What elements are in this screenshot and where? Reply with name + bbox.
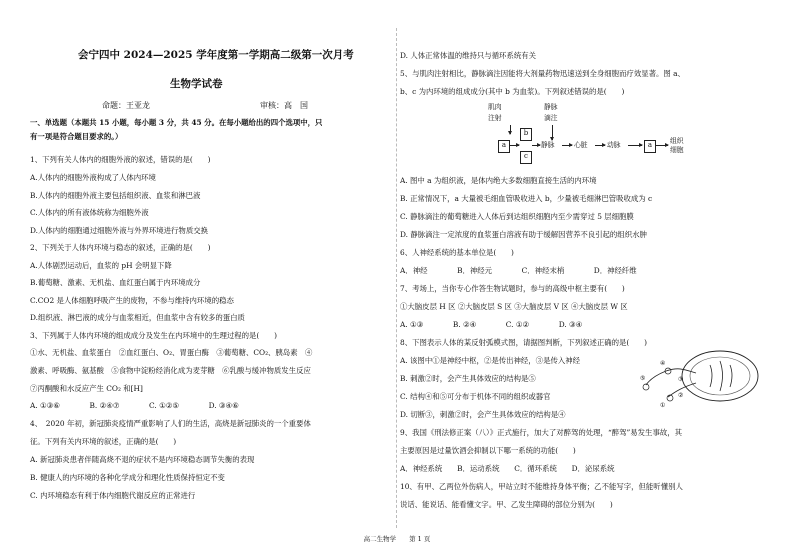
reflex-arc-diagram bbox=[638, 347, 768, 409]
q8-option-a: A. 该图中①是神经中枢，②是传出神经，③是传入神经 bbox=[400, 356, 581, 365]
q9-line-1: 9、我国《刑法修正案（八）》正式施行，加大了对醉驾的处理，“醉驾”易发生事故，其 bbox=[400, 428, 683, 437]
page-footer: 高二生物学 第 1 页 bbox=[363, 535, 431, 543]
svg-text:③: ③ bbox=[678, 376, 684, 383]
vein-to-heart-arrow bbox=[562, 145, 572, 146]
q1-option-b: B.人体内的细胞外液主要包括组织液、血浆和淋巴液 bbox=[30, 191, 201, 200]
a-to-cell-arrow bbox=[656, 145, 668, 146]
q5-option-b: B. 正常情况下，a 大量被毛细血管吸收进入 b，少量被毛细淋巴管吸收成为 c bbox=[400, 194, 653, 203]
exam-title: 会宁四中 2024—2025 学年度第一学期高二级第一次月考 bbox=[78, 49, 354, 61]
q10-line-1: 10、有甲、乙两位外伤病人，甲站立时不能维持身体平衡；乙不能写字，但能听懂别人 bbox=[400, 482, 683, 491]
box-c: c bbox=[520, 151, 532, 164]
q4-option-b: B. 健康人的内环境的各种化学成分和理化性质保持恒定不变 bbox=[30, 473, 225, 482]
q7-stem: 7、考场上，当你专心作答生物试题时，参与的高级中枢主要有( ) bbox=[400, 284, 625, 293]
q2-option-a: A.人体剧烈运动后，血浆的 pH 会明显下降 bbox=[30, 261, 172, 270]
a-to-b-arrow bbox=[510, 145, 519, 146]
q9-line-2: 主要原因是过量饮酒会抑制以下哪一系统的功能( ) bbox=[400, 446, 576, 455]
q10-line-2: 说话、能说话、能看懂文字。甲、乙发生障碍的部位分别为( ) bbox=[400, 500, 613, 509]
q5-line-1: 5、与肌肉注射相比，静脉滴注因能将大剂量药物迅速送到全身细胞而疗效显著。图 a、 bbox=[400, 69, 685, 78]
iv-arrow bbox=[552, 125, 553, 140]
heart-to-artery-arrow bbox=[595, 145, 605, 146]
q2-option-c: C.CO2 是人体细胞呼吸产生的废物，不参与维持内环境的稳态 bbox=[30, 296, 234, 305]
q7-options: A. ①③ B. ②④ C. ①② D. ③④ bbox=[400, 320, 583, 329]
q3-line-3: ⑦丙酮酸和水反应产生 CO₂ 和[H] bbox=[30, 384, 143, 393]
section-heading-2: 有一项是符合题目要求的。） bbox=[30, 132, 123, 141]
artery-to-a-arrow bbox=[628, 145, 642, 146]
artery-label: 动脉 bbox=[607, 141, 621, 149]
q5-option-c: C. 静脉滴注的葡萄糖进入人体后到达组织细胞内至少需穿过 5 层细胞膜 bbox=[400, 212, 634, 221]
q4-option-a: A. 新冠肺炎患者伴随高烧不退的症状不是内环境稳态调节失衡的表现 bbox=[30, 455, 255, 464]
q3-options: A. ①③⑥ B. ②④⑦ C. ①②⑤ D. ③④⑥ bbox=[30, 401, 239, 410]
heart-label: 心脏 bbox=[574, 141, 588, 149]
q6-stem: 6、人神经系统的基本单位是( ) bbox=[400, 248, 514, 257]
injection-flow-diagram bbox=[478, 100, 698, 170]
im-injection-label: 肌肉 注射 bbox=[488, 103, 502, 122]
q1-option-d: D.人体内的细胞通过细胞外液与外界环境进行物质交换 bbox=[30, 226, 208, 235]
column-divider bbox=[396, 28, 397, 528]
q4-option-c: C. 内环境稳态有利于体内细胞代谢反应的正常进行 bbox=[30, 491, 196, 500]
vein-label: 静脉 bbox=[541, 141, 555, 149]
q8-stem: 8、下图表示人体的某反射弧模式图，请据图判断，下列叙述正确的是( ) bbox=[400, 338, 647, 347]
q6-options: A．神经 B．神经元 C．神经末梢 D．神经纤维 bbox=[400, 266, 637, 275]
svg-text:①: ① bbox=[660, 402, 666, 409]
svg-text:②: ② bbox=[678, 392, 684, 399]
b-to-vein-arrow bbox=[532, 145, 540, 146]
q9-options: A．神经系统 B．运动系统 C．循环系统 D．泌尿系统 bbox=[400, 464, 615, 473]
exam-subtitle: 生物学试卷 bbox=[170, 78, 223, 90]
q2-option-b: B.葡萄糖、激素、无机盐、血红蛋白属于内环境成分 bbox=[30, 278, 201, 287]
svg-text:④: ④ bbox=[660, 360, 666, 367]
q8-option-b: B. 刺激②时，会产生具体效应的结构是⑤ bbox=[400, 374, 536, 383]
q5-option-a: A. 图中 a 为组织液，是体内绝大多数细胞直接生活的内环境 bbox=[400, 176, 597, 185]
q4-line-2: 征。下列有关内环境的叙述，正确的是( ) bbox=[30, 437, 177, 446]
box-a-left: a bbox=[498, 140, 510, 153]
reviewer: 审核：高 国 bbox=[260, 101, 308, 110]
q2-option-d: D.组织液、淋巴液的成分与血浆相近，但血浆中含有较多的蛋白质 bbox=[30, 313, 245, 322]
q4-option-d: D. 人体正常体温的维持只与循环系统有关 bbox=[400, 51, 537, 60]
im-arrow bbox=[510, 125, 511, 134]
iv-drip-label: 静脉 滴注 bbox=[544, 103, 558, 122]
q1-option-a: A.人体内的细胞外液构成了人体内环境 bbox=[30, 173, 156, 182]
svg-text:⑤: ⑤ bbox=[640, 375, 646, 382]
q5-line-2: b、c 为内环境的组成成分(其中 b 为血浆)。下列叙述错误的是( ) bbox=[400, 87, 625, 96]
q8-option-d: D. 切断③，刺激②时，会产生具体效应的结构是④ bbox=[400, 410, 566, 419]
q3-line-1: ①水、无机盐、血浆蛋白 ②血红蛋白、O₂、胃蛋白酶 ③葡萄糖、CO₂、胰岛素 ④ bbox=[30, 348, 313, 357]
section-heading-1: 一、单选题（本题共 15 小题，每小题 3 分，共 45 分。在每小题给出的四个选项中，只 bbox=[30, 118, 323, 127]
author: 命题：王亚龙 bbox=[102, 101, 150, 110]
tissue-cell-label: 组织 细胞 bbox=[670, 137, 684, 154]
box-a-right: a bbox=[644, 140, 656, 153]
q3-stem: 3、下列属于人体内环境的组成成分及发生在内环境中的生理过程的是( ) bbox=[30, 331, 277, 340]
q4-line-1: 4、 2020 年初，新冠肺炎疫情严重影响了人们的生活，高烧是新冠肺炎的一个重要体 bbox=[30, 419, 311, 428]
box-b: b bbox=[520, 128, 532, 141]
q5-option-d: D. 静脉滴注一定浓度的血浆蛋白溶液有助于缓解因营养不良引起的组织水肿 bbox=[400, 230, 647, 239]
q2-stem: 2、下列关于人体内环境与稳态的叙述，正确的是( ) bbox=[30, 243, 211, 252]
q3-line-2: 激素、呼吸酶、氨基酸 ⑤食物中淀粉经消化成为麦芽糖 ⑥乳酸与缓冲物质发生反应 bbox=[30, 366, 311, 375]
q8-option-c: C. 结构④和⑤可分布于机体不同的组织或器官 bbox=[400, 392, 551, 401]
q7-line-2: ①大脑皮层 H 区 ②大脑皮层 S 区 ③大脑皮层 V 区 ④大脑皮层 W 区 bbox=[400, 302, 628, 311]
q1-stem: 1、下列有关人体内的细胞外液的叙述，错误的是( ) bbox=[30, 155, 211, 164]
q1-option-c: C.人体内的所有液体统称为细胞外液 bbox=[30, 208, 149, 217]
